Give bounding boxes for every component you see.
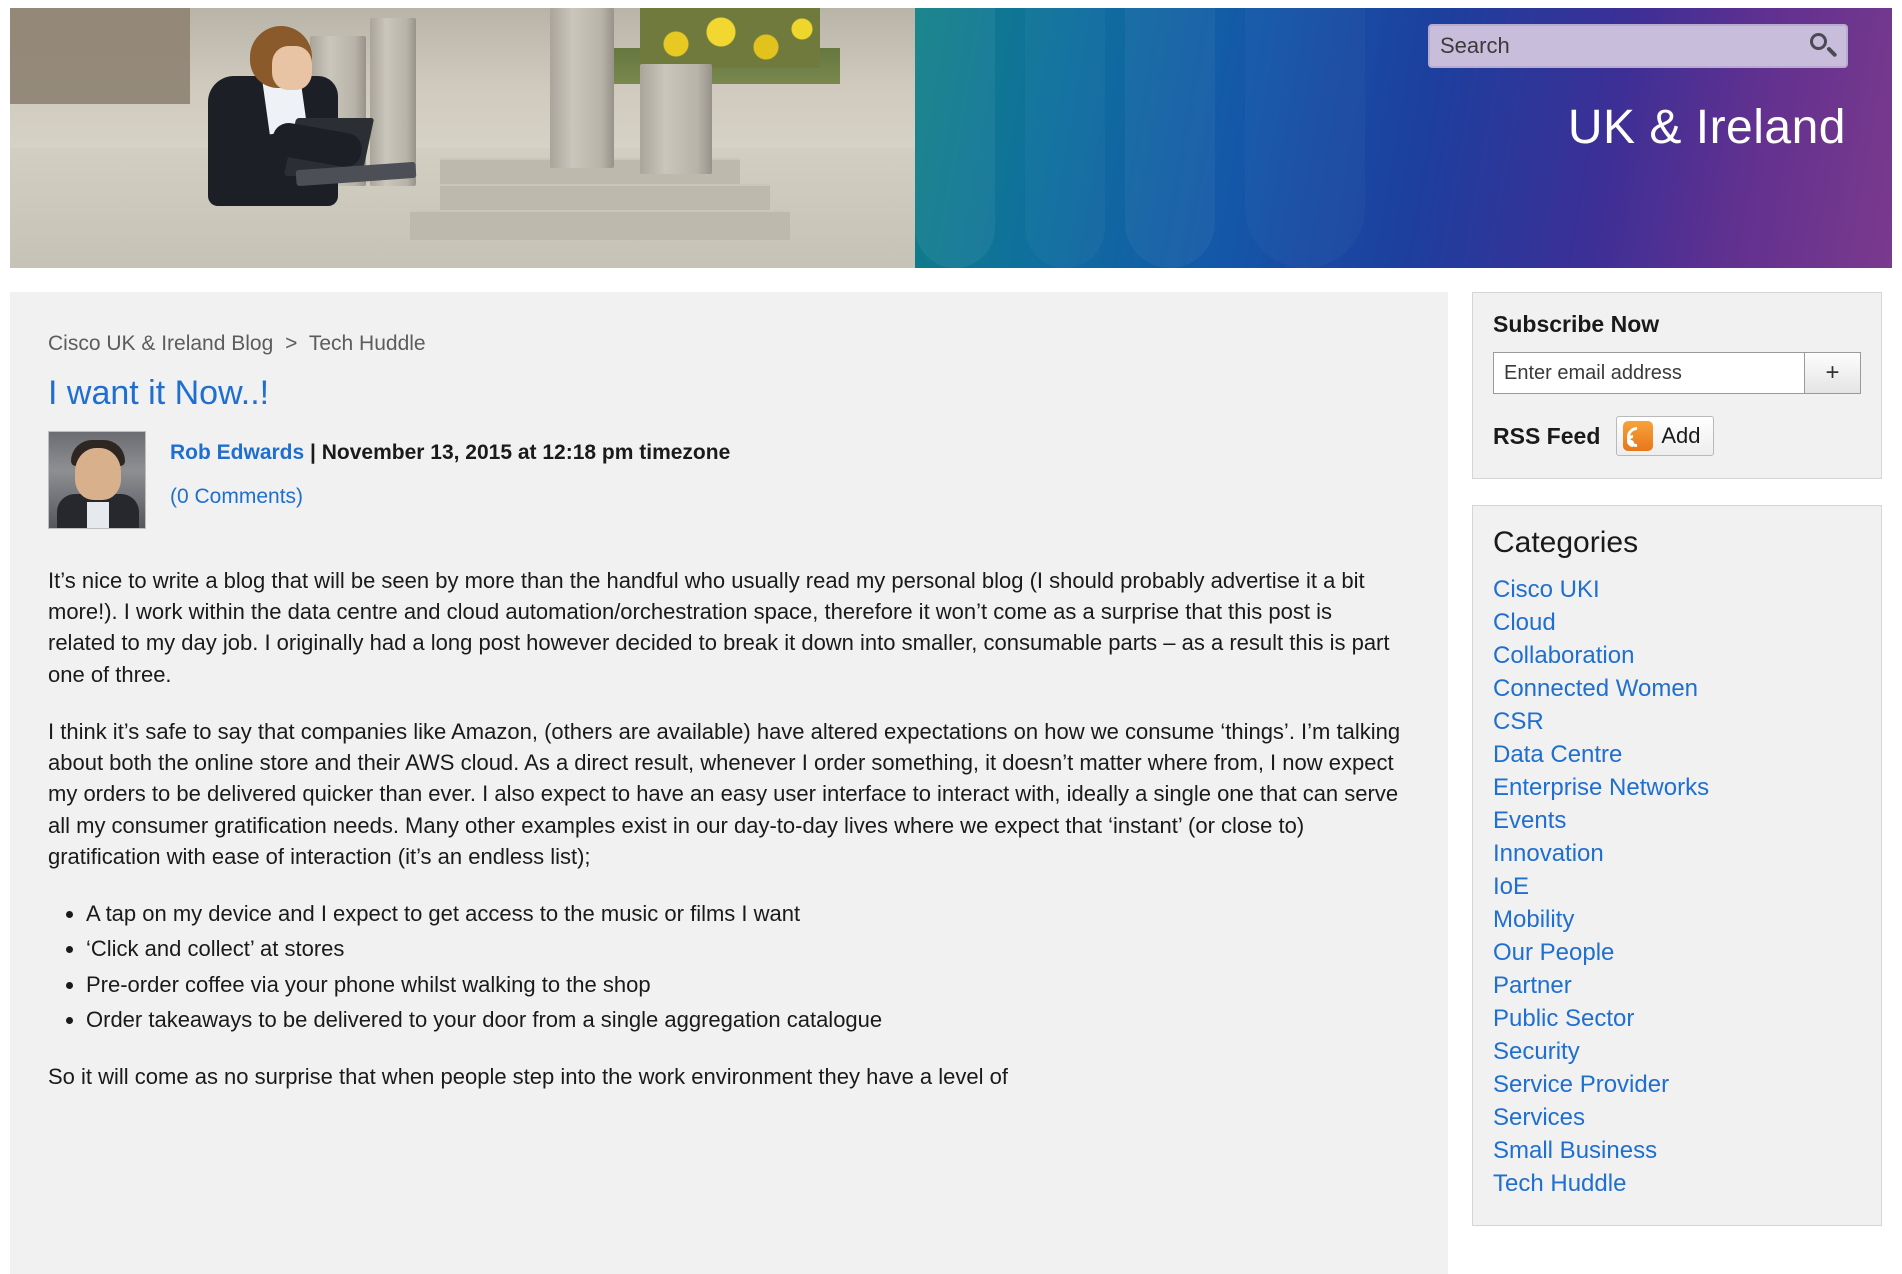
sidebar-item-enterprise-networks[interactable]: Enterprise Networks	[1493, 774, 1710, 801]
comments-line	[170, 485, 730, 509]
main-content	[10, 292, 1448, 1274]
categories-card	[1472, 505, 1882, 1226]
list-item	[1493, 939, 1861, 967]
post-body	[48, 565, 1404, 1092]
sidebar-item-innovation[interactable]: Innovation	[1493, 840, 1604, 867]
sidebar-item-our-people[interactable]: Our People	[1493, 939, 1615, 966]
search-input[interactable]	[1438, 32, 1808, 60]
list-item	[1493, 840, 1861, 868]
site-banner	[10, 8, 1892, 268]
pillar-shape	[550, 8, 614, 168]
post-date: | November 13, 2015 at 12:18 pm timezone	[310, 441, 731, 464]
sidebar-item-services[interactable]: Services	[1493, 1104, 1586, 1131]
breadcrumb-current[interactable]: Tech Huddle	[308, 332, 426, 355]
breadcrumb-separator: >	[285, 332, 298, 355]
rss-feed-label: RSS Feed	[1493, 422, 1601, 449]
list-item	[1493, 576, 1861, 604]
rss-icon	[1623, 421, 1653, 451]
list-item: • Order takeaways to be delivered to your door from a single aggregation catalogue	[86, 1004, 1404, 1035]
u-shape-decoration	[1125, 8, 1215, 268]
sidebar-item-csr[interactable]: CSR	[1493, 708, 1544, 735]
list-item: • ‘Click and collect’ at stores	[86, 933, 1404, 964]
subscribe-title: Subscribe Now	[1493, 311, 1660, 337]
comments-link[interactable]: (0 Comments)	[170, 485, 304, 508]
avatar	[48, 431, 146, 529]
list-item	[1493, 1005, 1861, 1033]
list-item	[1493, 1137, 1861, 1165]
sidebar-item-cloud[interactable]: Cloud	[1493, 609, 1556, 636]
list-item	[1493, 1170, 1861, 1198]
list-item	[1493, 807, 1861, 835]
list-item	[1493, 741, 1861, 769]
search-box[interactable]	[1428, 24, 1848, 68]
sidebar-item-data-centre[interactable]: Data Centre	[1493, 741, 1623, 768]
post-bullet-list	[48, 898, 1404, 1035]
page-title[interactable]: I want it Now..!	[48, 374, 270, 412]
post-paragraph: It’s nice to write a blog that will be seen by more than the handful who usually read my personal blog (I should probably advertise it a bit more!). I work within the data centre and cloud automation/orchestration space, therefore it won’t come as a surprise that this post is related to my day job. I originally had a long post however decided to break it down into smaller, consumable parts – as a result this is part one of three.	[48, 568, 1390, 687]
banner-photo	[10, 8, 915, 268]
sidebar-item-small-business[interactable]: Small Business	[1493, 1137, 1658, 1164]
email-field[interactable]	[1494, 353, 1804, 393]
search-icon[interactable]	[1808, 31, 1838, 61]
sidebar-item-security[interactable]: Security	[1493, 1038, 1580, 1065]
list-item	[1493, 609, 1861, 637]
list-item	[1493, 1104, 1861, 1132]
page-body	[0, 268, 1902, 1274]
person-with-laptop	[180, 18, 410, 248]
sidebar-item-cisco-uki[interactable]: Cisco UKI	[1493, 576, 1600, 603]
rss-row	[1493, 416, 1861, 456]
author-link[interactable]: Rob Edwards	[170, 441, 305, 464]
breadcrumb	[48, 332, 1404, 356]
step-shape	[440, 184, 770, 210]
byline-row	[48, 431, 1404, 529]
subscribe-submit-button[interactable]: +	[1804, 353, 1860, 393]
sidebar-item-partner[interactable]: Partner	[1493, 972, 1572, 999]
bench-shape	[10, 8, 190, 104]
pillar-shape	[640, 64, 712, 174]
u-shape-decoration	[915, 8, 995, 268]
list-item: • Pre-order coffee via your phone whilst walking to the shop	[86, 969, 1404, 1000]
list-item	[1493, 906, 1861, 934]
list-item	[1493, 873, 1861, 901]
sidebar	[1472, 292, 1882, 1274]
sidebar-item-mobility[interactable]: Mobility	[1493, 906, 1575, 933]
sidebar-item-public-sector[interactable]: Public Sector	[1493, 1005, 1635, 1032]
breadcrumb-root[interactable]: Cisco UK & Ireland Blog	[48, 332, 274, 355]
sidebar-item-connected-women[interactable]: Connected Women	[1493, 675, 1699, 702]
byline-text	[170, 431, 730, 509]
step-shape	[410, 210, 790, 240]
rss-add-label: Add	[1661, 423, 1701, 448]
list-item	[1493, 774, 1861, 802]
byline-line	[170, 441, 730, 465]
categories-title: Categories	[1493, 526, 1639, 559]
categories-list	[1493, 576, 1861, 1198]
post-paragraph: I think it’s safe to say that companies like Amazon, (others are available) have altered expectations on how we consume ‘things’. I’m talking about both the online store and their AWS cloud. As a direct result, whenever I order something, it doesn’t matter where from, I now expect my orders to be delivered quicker than ever. I also expect to have an easy user interface to interact with, ideally a single one that can serve all my consumer gratification needs. Many other examples exist in our day-to-day lives where we expect that ‘instant’ (or close to) gratification with ease of interaction (it’s an endless list);	[48, 718, 1401, 869]
list-item	[1493, 1071, 1861, 1099]
sidebar-item-collaboration[interactable]: Collaboration	[1493, 642, 1635, 669]
sidebar-item-ioe[interactable]: IoE	[1493, 873, 1530, 900]
post-paragraph: So it will come as no surprise that when people step into the work environment they have a level of	[48, 1064, 1008, 1090]
banner-graphic	[915, 8, 1892, 268]
list-item	[1493, 972, 1861, 1000]
u-shape-decoration	[1245, 8, 1365, 268]
flowers-shape	[640, 8, 820, 68]
subscribe-card	[1472, 292, 1882, 479]
rss-add-button[interactable]	[1616, 416, 1713, 456]
sidebar-item-service-provider[interactable]: Service Provider	[1493, 1071, 1670, 1098]
list-item	[1493, 675, 1861, 703]
list-item	[1493, 642, 1861, 670]
sidebar-item-events[interactable]: Events	[1493, 807, 1567, 834]
list-item	[1493, 1038, 1861, 1066]
list-item	[1493, 708, 1861, 736]
u-shape-decoration	[1025, 8, 1105, 268]
list-item: • A tap on my device and I expect to get access to the music or films I want	[86, 898, 1404, 929]
sidebar-item-tech-huddle[interactable]: Tech Huddle	[1493, 1170, 1627, 1197]
subscribe-form[interactable]	[1493, 352, 1861, 394]
region-title: UK & Ireland	[1567, 101, 1846, 154]
